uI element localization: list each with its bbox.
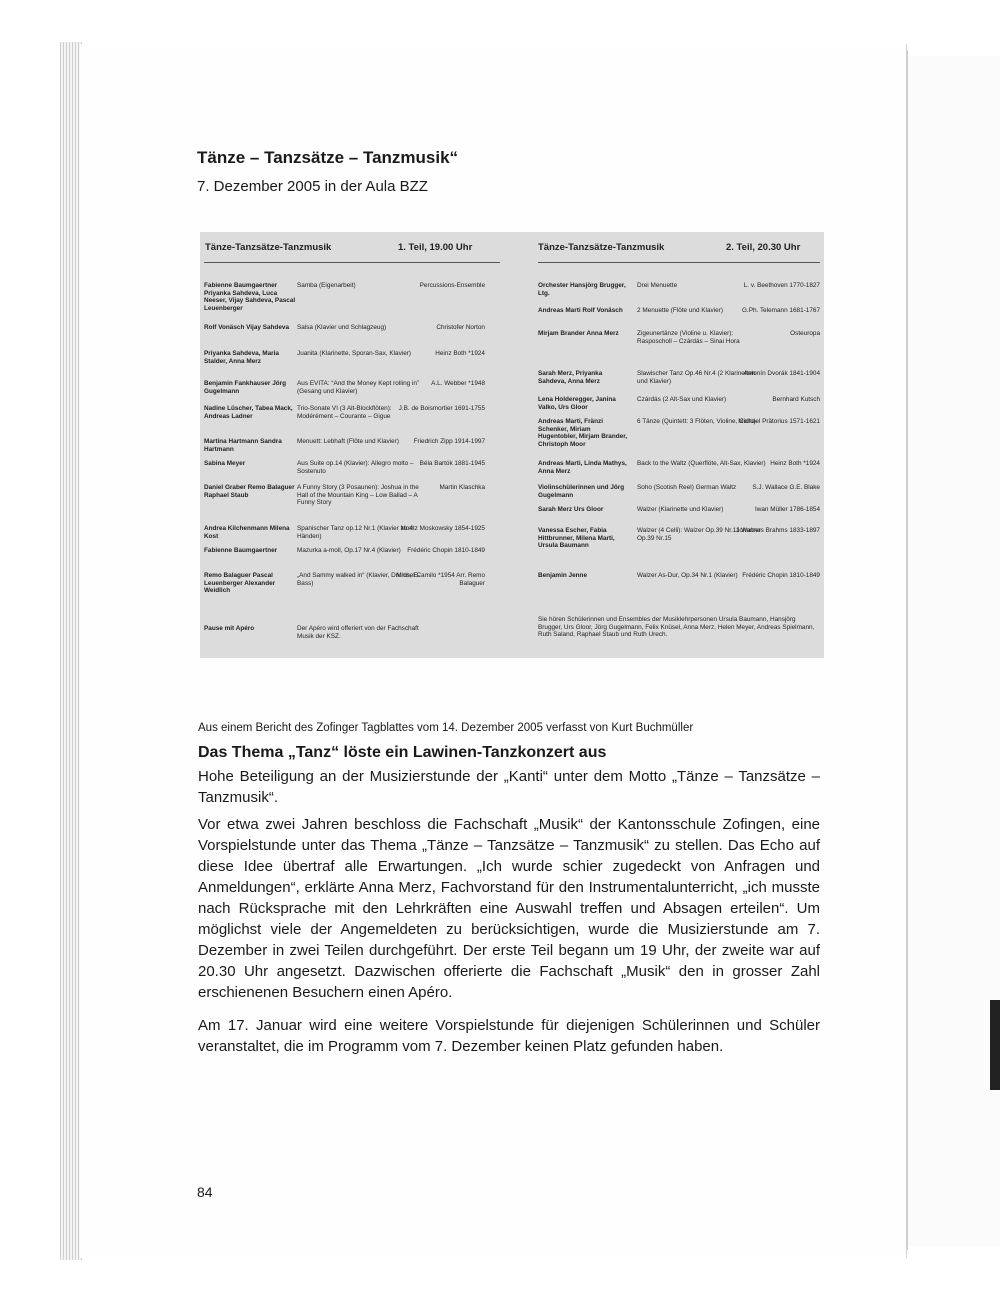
program-performers: Fabienne Baumgaertner: [204, 547, 278, 554]
program-composer: Antonín Dvorák 1841-1904: [743, 370, 820, 377]
program-performers: Sarah Merz, Priyanka Sahdeva, Anna Merz: [538, 370, 603, 385]
program-piece: Drei Menuette: [637, 282, 678, 289]
program-composer: L. v. Beethoven 1770-1827: [743, 282, 820, 289]
program-performers: Priyanka Sahdeva, Maria Stalder, Anna Merz: [204, 350, 279, 365]
program-piece: 6 Tänze (Quintett: 3 Flöten, Violine, Cello): [637, 418, 756, 425]
program-piece: Spanischer Tanz op.12 Nr.1 (Klavier zu 4 Händen): [297, 525, 413, 540]
program-performers: Sabina Meyer: [204, 460, 246, 467]
part2-time: 2. Teil, 20.30 Uhr: [726, 242, 801, 253]
program-composer: Michel Camilo *1954 Arr. Remo Balaguer: [396, 572, 485, 587]
program-composer: Martin Klaschka: [439, 484, 485, 491]
program-composer: Heinz Both *1924: [770, 460, 820, 467]
program-composer: Moritz Moskowsky 1854-1925: [400, 525, 485, 532]
program-performers: Martina Hartmann Sandra Hartmann: [204, 438, 282, 453]
program-piece: Walzer (4 Celli): Walzer Op.39 Nr.11 Walzer Op.39 Nr.15: [637, 527, 761, 542]
page-number: 84: [197, 1184, 213, 1200]
program-performers: Vanessa Escher, Fabia Hittbrunner, Milena Marti, Ursula Baumann: [538, 527, 615, 550]
program-performers: Daniel Graber Remo Balaguer Raphael Staub: [204, 484, 295, 499]
program-piece: Walzer As-Dur, Op.34 Nr.1 (Klavier): [637, 572, 738, 579]
program-composer: Iwan Müller 1786-1854: [754, 506, 820, 513]
program-performers: Remo Balaguer Pascal Leuenberger Alexander Weidlich: [204, 572, 276, 595]
program-performers: Andreas Marti, Fränzi Schenker, Miriam Hugentobler, Mirjam Brander, Christoph Moor: [538, 418, 628, 448]
program-footer-note: Sie hören Schülerinnen und Ensembles der Musiklehrpersonen Ursula Baumann, Hansjörg Brugger, Urs Gloor, Jörg Gugelmann, Felix Knüsel, Anna Merz, Helen Meyer, Andreas Spielmann, Ruth Saland, Raphael Staub und Ruth Urech.: [538, 616, 815, 639]
program-performers: Lena Holderegger, Janina Valko, Urs Gloor: [538, 396, 616, 411]
program-performers: Benjamin Jenne: [538, 572, 588, 579]
program-performers: Nadine Lüscher, Tabea Mack, Andreas Ladner: [204, 405, 293, 420]
part1-time: 1. Teil, 19.00 Uhr: [398, 242, 473, 253]
program-performers: Benjamin Fankhauser Jörg Gugelmann: [204, 380, 287, 395]
program-composer: Michael Prätorius 1571-1621: [738, 418, 820, 425]
part1-title: Tänze-Tanzsätze-Tanzmusik: [205, 242, 332, 253]
program-composer: Béla Bartók 1881-1945: [419, 460, 485, 467]
program-composer: Frédéric Chopin 1810-1849: [407, 547, 485, 554]
facing-page-fragment: [908, 56, 1000, 1246]
program-performers: Pause mit Apéro: [204, 625, 255, 632]
program-composer: Percussions-Ensemble: [419, 282, 485, 289]
article-heading: Das Thema „Tanz“ löste ein Lawinen-Tanzkonzert aus: [198, 744, 607, 761]
program-performers: Mirjam Brander Anna Merz: [538, 330, 619, 337]
program-performers: Sarah Merz Urs Gloor: [538, 506, 604, 513]
program-piece: Soho (Scotish Reel) German Waltz: [637, 484, 737, 491]
page-title: Tänze – Tanzsätze – Tanzmusik“: [197, 148, 459, 167]
program-piece: Juanita (Klarinette, Sporan-Sax, Klavier): [297, 350, 412, 357]
program-piece: Aus EVITA: “And the Money Kept rolling in” (Gesang und Klavier): [297, 380, 420, 395]
program-composer: Bernhard Kutsch: [772, 396, 820, 403]
program-piece: Zigeunertänze (Violine u. Klavier): Rasposcholl – Czárdás – Sinai Hora: [637, 330, 740, 345]
program-performers: Andreas Marti Rolf Vonäsch: [538, 307, 623, 314]
program-composer: Friedrich Zipp 1914-1997: [413, 438, 485, 445]
program-piece: Trio-Sonate VI (3 Alt-Blockflöten): Modérément – Courante – Gigue: [297, 405, 392, 420]
program-piece: Der Apéro wird offeriert von der Fachschaft Musik der KSZ.: [297, 625, 419, 640]
facing-page-photo-edge: [990, 1000, 1000, 1090]
program-composer: Osteuropa: [790, 330, 820, 337]
program-composer: J.B. de Boismortier 1691-1755: [398, 405, 485, 412]
part1-divider: [204, 262, 500, 263]
program-composer: Christofer Norton: [436, 324, 485, 331]
program-composer: G.Ph. Telemann 1681-1767: [741, 307, 820, 314]
program-composer: Johannes Brahms 1833-1897: [736, 527, 820, 534]
program-performers: Fabienne Baumgaertner Priyanka Sahdeva, Luca Neeser, Vijay Sahdeva, Pascal Leuenberger: [204, 282, 296, 312]
program-performers: Andreas Marti, Linda Mathys, Anna Merz: [538, 460, 627, 475]
program-piece: „And Sammy walked in“ (Klavier, Drums, E-Bass): [297, 572, 420, 587]
article-paragraph-1: Vor etwa zwei Jahren beschloss die Fachschaft „Musik“ der Kantonsschule Zofingen, eine Vorspielstunde unter das Thema „Tänze – Tanzsätze – Tanzmusik“ zu stellen. Das Echo auf diese Idee übertraf alle Erwartungen. „Ich wurde schier zugedeckt von Anfragen und Anmeldungen“, erklärte Anna Merz, Fachvorstand für den Instrumentalunterricht, „ich musste nach Rücksprache mit den Lehrkräften eine Auswahl treffen und Absagen erteilen“. Um möglichst viele der Angemeldeten zu berücksichtigen, wurde die Musizierstunde am 7. Dezember in zwei Teilen durchgeführt. Der erste Teil begann um 19 Uhr, der zweite war auf 20.30 Uhr angesetzt. Dazwischen offerierte die Fachschaft „Musik“ den in grosser Zahl erschienenen Besuchern einen Apéro.: [198, 816, 820, 1001]
program-piece: Menuett: Lebhaft (Flöte und Klavier): [297, 438, 399, 445]
program-piece: Samba (Eigenarbeit): [297, 282, 356, 289]
part2-title: Tänze-Tanzsätze-Tanzmusik: [538, 242, 665, 253]
program-performers: Violinschülerinnen und Jörg Gugelmann: [538, 484, 625, 499]
program-composer: A.L. Webber *1948: [431, 380, 485, 387]
program-piece: Aus Suite op.14 (Klavier): Allegro molto – Sostenuto: [297, 460, 414, 475]
program-piece: Salsa (Klavier und Schlagzeug): [297, 324, 387, 331]
article-paragraph-2: Am 17. Januar wird eine weitere Vorspielstunde für diejenigen Schülerinnen und Schüler veranstaltet, die im Programm vom 7. Dezember keinen Platz gefunden haben.: [198, 1017, 820, 1055]
program-composer: Heinz Both *1924: [435, 350, 485, 357]
program-piece: 2 Menuette (Flöte und Klavier): [637, 307, 723, 314]
program-performers: Rolf Vonäsch Vijay Sahdeva: [204, 324, 290, 331]
book-page-edges: [60, 42, 82, 1260]
program-piece: Mazurka a-moll, Op.17 Nr.4 (Klavier): [297, 547, 401, 554]
concert-program: [200, 232, 824, 658]
part2-divider: [538, 262, 820, 263]
program-performers: Orchester Hansjörg Brugger, Ltg.: [538, 282, 626, 297]
program-piece: Walzer (Klarinette und Klavier): [637, 506, 724, 513]
program-piece: A Funny Story (3 Posaunen): Joshua in the Hall of the Mountain King – Low Ballad – A Funny Story: [297, 484, 419, 507]
page-subtitle: 7. Dezember 2005 in der Aula BZZ: [197, 178, 428, 195]
program-piece: Czárdás (2 Alt-Sax und Klavier): [637, 396, 727, 403]
program-composer: S.J. Wallace G.E. Blake: [752, 484, 820, 491]
article-caption: Aus einem Bericht des Zofinger Tagblattes vom 14. Dezember 2005 verfasst von Kurt Buchmüller: [198, 722, 694, 734]
program-piece: Back to the Waltz (Querflöte, Alt-Sax, Klavier): [637, 460, 766, 467]
program-piece: Slawischer Tanz Op.46 Nr.4 (2 Klarinetten und Klavier): [637, 370, 756, 385]
program-composer: Frédéric Chopin 1810-1849: [742, 572, 820, 579]
article-lead: Hohe Beteiligung an der Musizierstunde der „Kanti“ unter dem Motto „Tänze – Tanzsätze – Tanzmusik“.: [198, 768, 820, 806]
program-performers: Andrea Kilchenmann Milena Kost: [204, 525, 290, 540]
